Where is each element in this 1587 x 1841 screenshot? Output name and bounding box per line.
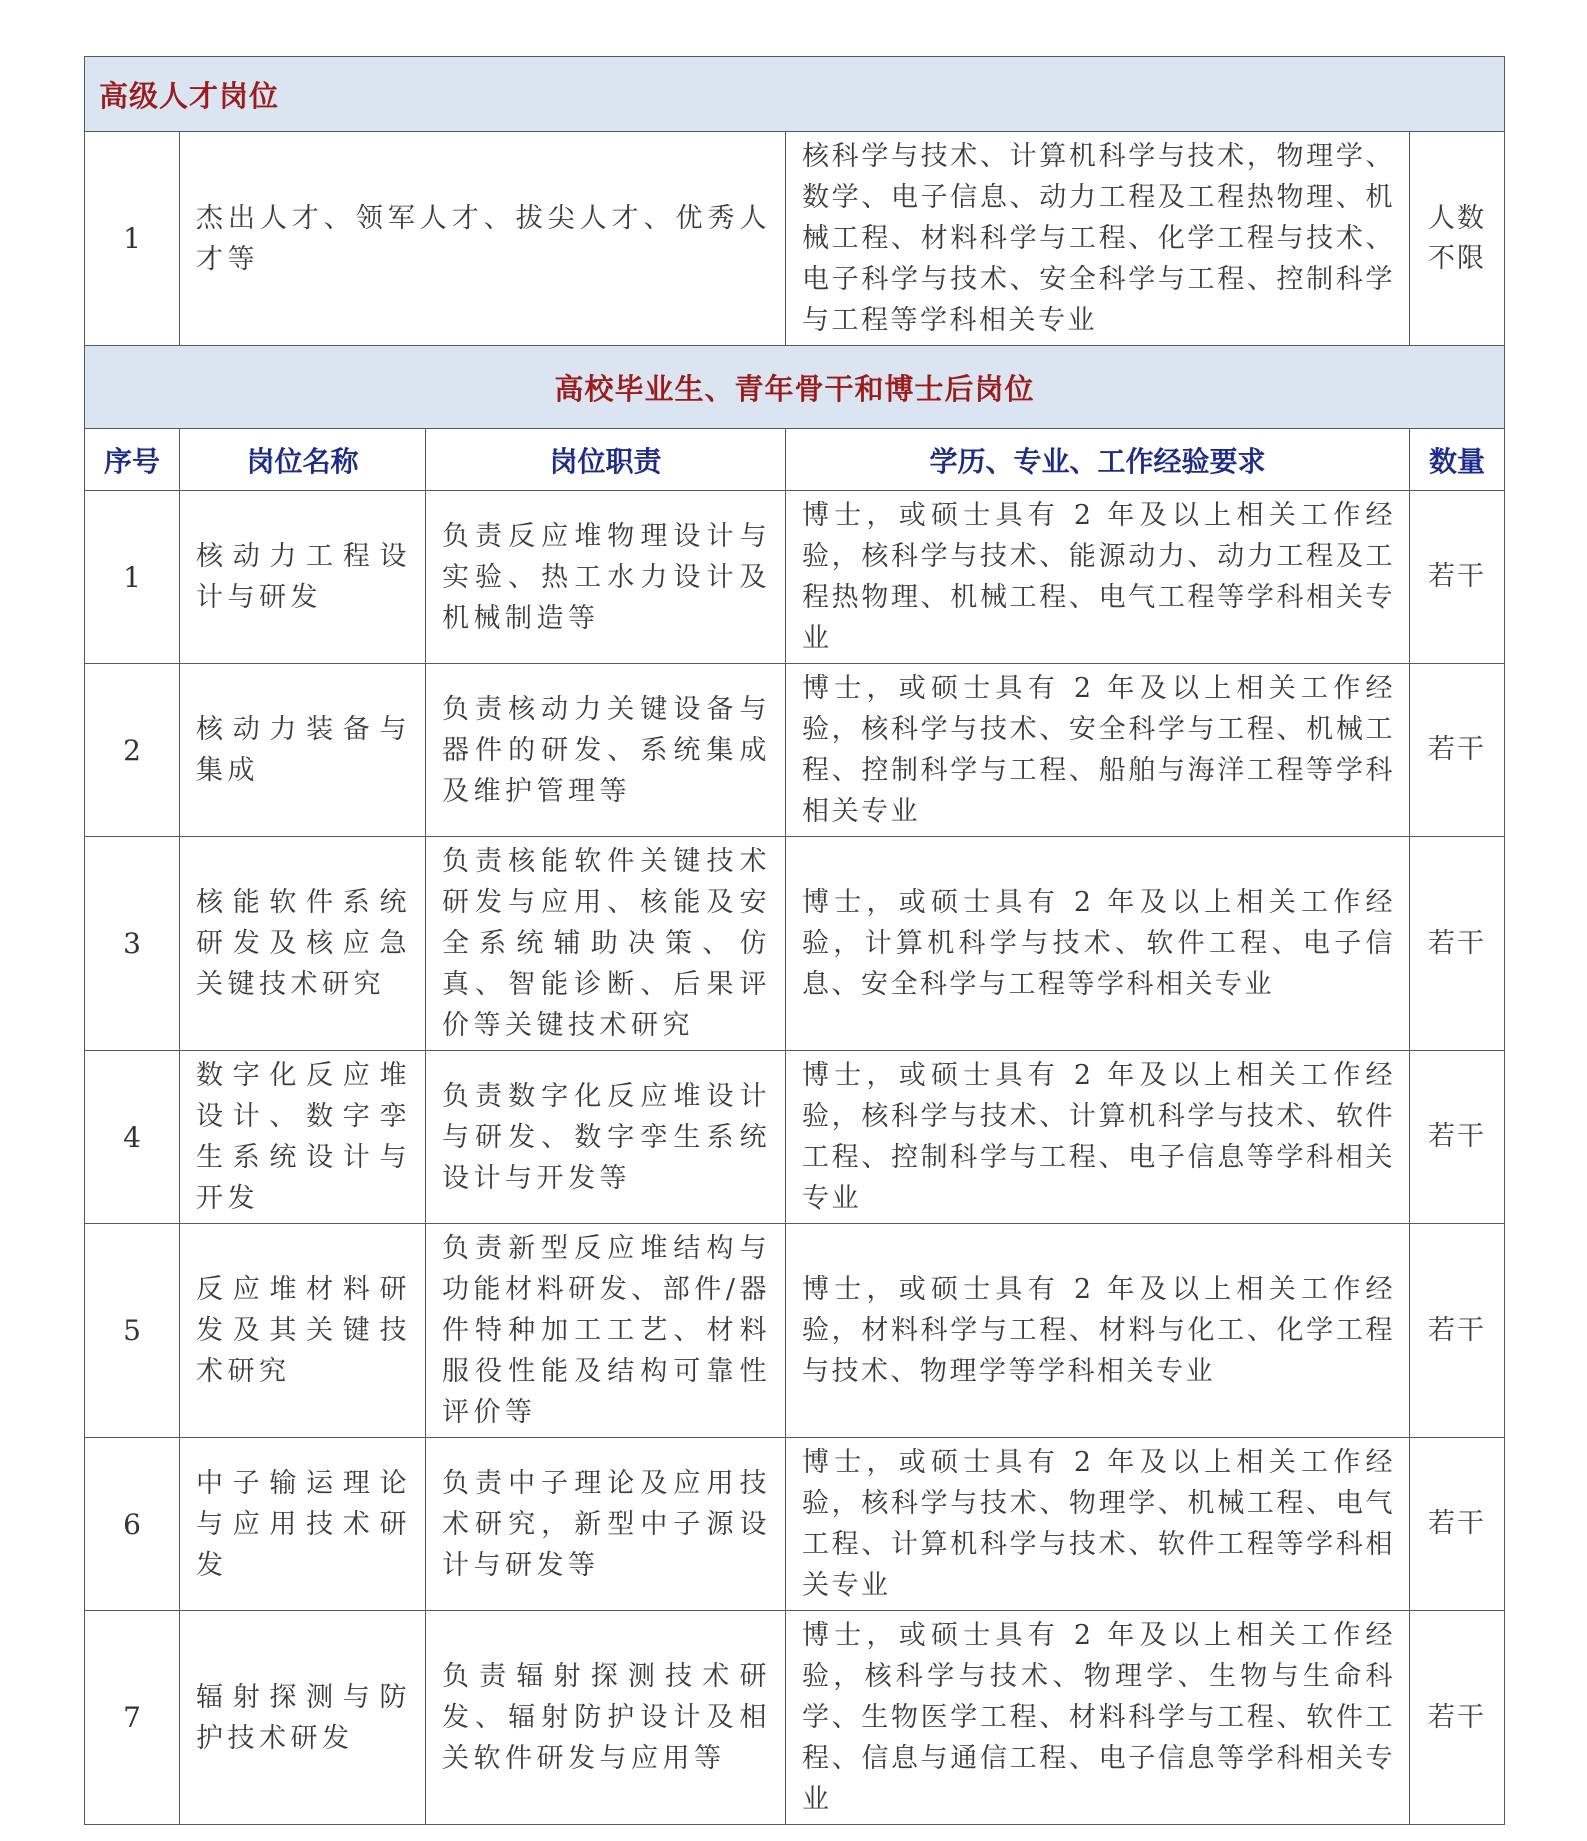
table-row [85,1438,1505,1611]
position-quantity: 若干 [1410,1438,1505,1611]
table-row [85,1051,1505,1224]
position-name: 核能软件系统研发及核应急关键技术研究 [180,837,426,1051]
position-quantity: 若干 [1410,837,1505,1051]
position-requirements: 博士，或硕士具有 2 年及以上相关工作经验，核科学与技术、物理学、生物与生命科学、生物医学工程、材料科学与工程、软件工程、信息与通信工程、电子信息等学科相关专业 [786,1611,1410,1825]
position-name: 核动力装备与集成 [180,664,426,837]
row-index: 3 [85,837,180,1051]
row-index: 7 [85,1611,180,1825]
senior-section-header-row [85,57,1505,132]
table-row [85,491,1505,664]
position-duty: 负责核动力关键设备与器件的研发、系统集成及维护管理等 [426,664,786,837]
senior-section-title: 高级人才岗位 [85,57,1505,132]
position-duty: 负责核能软件关键技术研发与应用、核能及安全系统辅助决策、仿真、智能诊断、后果评价等关键技术研究 [426,837,786,1051]
position-duty: 负责中子理论及应用技术研究，新型中子源设计与研发等 [426,1438,786,1611]
position-quantity: 若干 [1410,664,1505,837]
position-quantity: 若干 [1410,1611,1505,1825]
position-name: 反应堆材料研发及其关键技术研究 [180,1224,426,1438]
position-duty: 负责反应堆物理设计与实验、热工水力设计及机械制造等 [426,491,786,664]
table-row [85,1224,1505,1438]
position-requirements: 博士，或硕士具有 2 年及以上相关工作经验，材料科学与工程、材料与化工、化学工程与技术、物理学等学科相关专业 [786,1224,1410,1438]
row-index: 5 [85,1224,180,1438]
position-duty: 负责辐射探测技术研发、辐射防护设计及相关软件研发与应用等 [426,1611,786,1825]
column-header-duty: 岗位职责 [426,429,786,491]
position-name: 辐射探测与防护技术研发 [180,1611,426,1825]
column-header-index: 序号 [85,429,180,491]
position-requirements: 博士，或硕士具有 2 年及以上相关工作经验，核科学与技术、物理学、机械工程、电气工程、计算机科学与技术、软件工程等学科相关专业 [786,1438,1410,1611]
table-row [85,664,1505,837]
graduate-section-title: 高校毕业生、青年骨干和博士后岗位 [85,346,1505,429]
senior-table-row [85,132,1505,346]
row-index: 1 [85,132,180,346]
row-index: 6 [85,1438,180,1611]
position-quantity: 人数不限 [1410,132,1505,346]
position-requirements: 博士，或硕士具有 2 年及以上相关工作经验，核科学与技术、能源动力、动力工程及工程热物理、机械工程、电气工程等学科相关专业 [786,491,1410,664]
position-quantity: 若干 [1410,1224,1505,1438]
position-quantity: 若干 [1410,491,1505,664]
graduate-section-header-row [85,346,1505,429]
position-name: 杰出人才、领军人才、拔尖人才、优秀人才等 [180,132,786,346]
job-table [84,56,1505,1825]
column-header-name: 岗位名称 [180,429,426,491]
job-table-container [84,56,1504,1825]
position-requirements: 博士，或硕士具有 2 年及以上相关工作经验，计算机科学与技术、软件工程、电子信息、安全科学与工程等学科相关专业 [786,837,1410,1051]
table-row [85,837,1505,1051]
position-duty: 负责新型反应堆结构与功能材料研发、部件/器件特种加工工艺、材料服役性能及结构可靠性评价等 [426,1224,786,1438]
row-index: 1 [85,491,180,664]
position-name: 数字化反应堆设计、数字孪生系统设计与开发 [180,1051,426,1224]
position-requirements: 博士，或硕士具有 2 年及以上相关工作经验，核科学与技术、计算机科学与技术、软件工程、控制科学与工程、电子信息等学科相关专业 [786,1051,1410,1224]
column-header-requirements: 学历、专业、工作经验要求 [786,429,1410,491]
position-name: 核动力工程设计与研发 [180,491,426,664]
row-index: 2 [85,664,180,837]
row-index: 4 [85,1051,180,1224]
position-requirements: 博士，或硕士具有 2 年及以上相关工作经验，核科学与技术、安全科学与工程、机械工程、控制科学与工程、船舶与海洋工程等学科相关专业 [786,664,1410,837]
table-row [85,1611,1505,1825]
position-requirements: 核科学与技术、计算机科学与技术，物理学、数学、电子信息、动力工程及工程热物理、机械工程、材料科学与工程、化学工程与技术、电子科学与技术、安全科学与工程、控制科学与工程等学科相关专业 [786,132,1410,346]
position-quantity: 若干 [1410,1051,1505,1224]
column-header-quantity: 数量 [1410,429,1505,491]
position-duty: 负责数字化反应堆设计与研发、数字孪生系统设计与开发等 [426,1051,786,1224]
position-name: 中子输运理论与应用技术研发 [180,1438,426,1611]
column-header-row [85,429,1505,491]
